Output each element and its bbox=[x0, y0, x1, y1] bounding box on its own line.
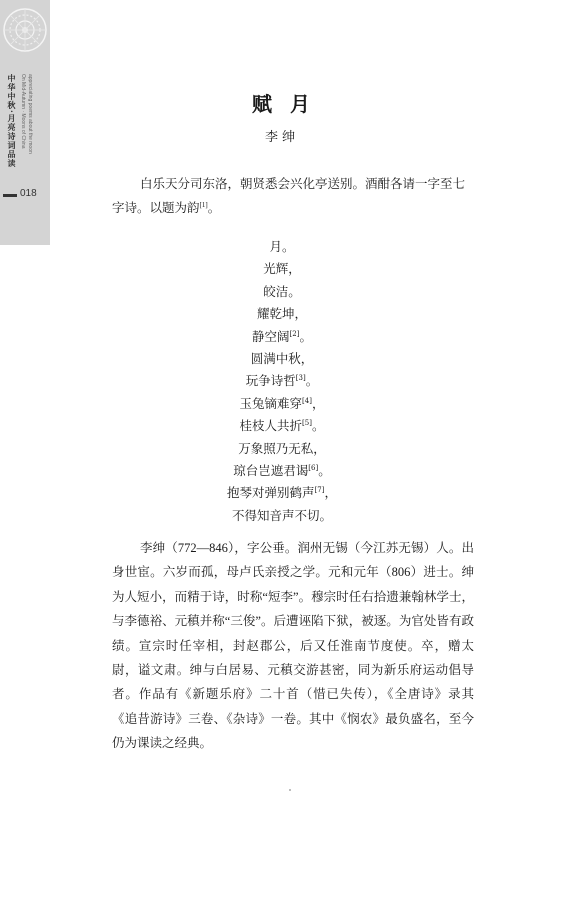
poem-line bbox=[0, 348, 564, 370]
poem-line-text: 玩争诗哲 bbox=[245, 373, 296, 389]
poem-line bbox=[0, 460, 564, 482]
poem-line bbox=[0, 326, 564, 348]
poem-line-text: 圆满中秋， bbox=[250, 350, 314, 366]
side-banner bbox=[0, 0, 50, 245]
poem-line-text: 抱琴对弹别鹤声 bbox=[227, 485, 315, 501]
poem-body bbox=[0, 236, 564, 527]
poem-line bbox=[0, 281, 564, 303]
poem-title-part-2: 月 bbox=[290, 92, 312, 116]
poem-line-text: 不得知音声不切。 bbox=[231, 507, 332, 523]
poem-line-text: 。 bbox=[318, 462, 331, 478]
footnote-ref: [1] bbox=[199, 201, 208, 209]
page-number-rule bbox=[3, 194, 17, 197]
poem-line bbox=[0, 258, 564, 280]
page-number-row bbox=[3, 188, 49, 202]
series-title: 中华中秋·月亮诗词品读 bbox=[7, 74, 17, 168]
poem-line bbox=[0, 236, 564, 258]
footnote-ref: [7] bbox=[314, 486, 325, 495]
page-number: 018 bbox=[20, 188, 37, 199]
poem-line-text: 月。 bbox=[269, 239, 295, 254]
poem-line-text: 桂枝人共折 bbox=[239, 418, 303, 434]
footnote-ref: [5] bbox=[302, 419, 312, 428]
poem-author: 李绅 bbox=[264, 130, 299, 145]
poem-line bbox=[0, 370, 564, 392]
poem-title bbox=[0, 88, 564, 117]
poem-line-text: 耀乾坤， bbox=[256, 306, 307, 322]
footnote-ref: [6] bbox=[308, 463, 319, 472]
footnote-ref: [4] bbox=[302, 396, 312, 405]
poem-line bbox=[0, 482, 564, 504]
poem-line-text: 静空阔 bbox=[252, 328, 290, 344]
poem-line-text: 万象照乃无私， bbox=[238, 440, 326, 456]
poem-line-text: ， bbox=[324, 485, 337, 501]
paper-speck bbox=[289, 789, 291, 791]
poem-line-text: 。 bbox=[311, 418, 325, 434]
poem-line-text: 。 bbox=[299, 328, 312, 344]
ornament-icon bbox=[2, 4, 48, 64]
poem-line-text: 光辉， bbox=[263, 261, 301, 277]
intro-text: 白乐天分司东洛，朝贤悉会兴化亭送别。酒酣各请一字至七字诗。以题为韵 bbox=[112, 177, 466, 215]
poem-line-text: 玉兔镝难穿 bbox=[239, 395, 303, 411]
footnote-ref: [2] bbox=[289, 329, 300, 338]
poem-line-text: 琼台岂遮君谒 bbox=[233, 462, 309, 478]
intro-end: 。 bbox=[207, 201, 221, 215]
author-biography: 李绅（772—846），字公垂。润州无锡（今江苏无锡）人。出身世宦。六岁而孤，母卢氏亲授之学。元和元年（806）进士。绅为人短小，而精于诗，时称“短李”。穆宗时任右拾遗兼翰林学士，与李德裕、元稹并称“三俊”。后遭诬陷下狱，被逐。为官处皆有政绩。宣宗时任宰相，封赵郡公，后又任淮南节度使。卒，赠太尉，谥文肃。绅与白居易、元稹交游甚密，同为新乐府运动倡导者。作品有《新题乐府》二十首（惜已失传），《全唐诗》录其《追昔游诗》三卷、《杂诗》一卷。其中《悯农》最负盛名，至今仍为课读之经典。 bbox=[112, 541, 474, 751]
poem-line bbox=[0, 438, 564, 460]
poem-line-text: 皎洁。 bbox=[263, 283, 301, 299]
poem-line-text: 。 bbox=[305, 373, 319, 389]
footnote-ref: [3] bbox=[295, 374, 306, 383]
poem-line bbox=[0, 303, 564, 325]
series-english-line-2: appreciating poems about the moon bbox=[27, 74, 33, 154]
poem-line bbox=[0, 393, 564, 415]
poem-line-text: ， bbox=[311, 395, 325, 411]
poem-line bbox=[0, 505, 564, 527]
poem-title-part-1: 赋 bbox=[252, 92, 274, 116]
poem-intro bbox=[112, 172, 472, 220]
series-english-line-1: On Mid-Autumn · Moons of China bbox=[20, 74, 26, 149]
poem-line bbox=[0, 415, 564, 437]
